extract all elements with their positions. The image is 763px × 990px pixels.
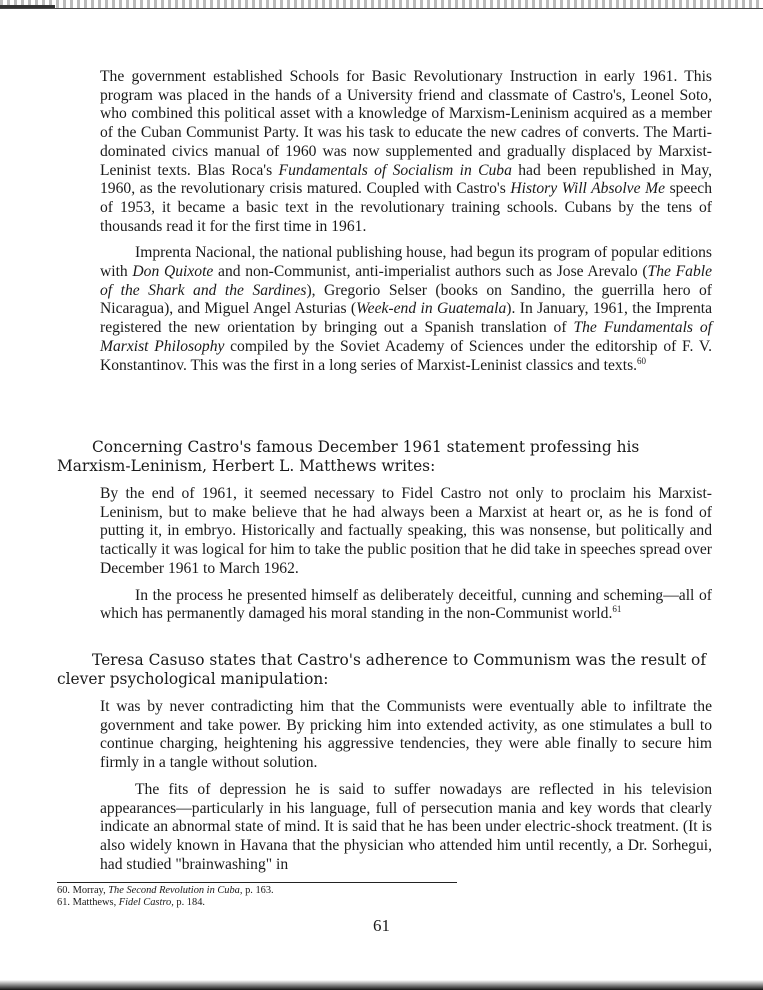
text-run: compiled by the Soviet Academy of Sciences under the editorship of F. V. Konstantinov. This was the first in a long series of Marxist-Leninist classics and texts. [100, 337, 712, 374]
text-run: ). In January, 1961, the Imprenta registered the new orientation by bringing out a Spanish translation of [100, 300, 713, 337]
footnote [57, 897, 457, 909]
text-run: By the end of 1961, it seemed necessary to Fidel Castro not only to proclaim his Marxist-Leninism, but to make believe that he had always been a Marxist at heart or, as he is fond of putting it, in embryo. Historically and factually speaking, this was nonsense, but politically and tactically it was logical for him to take the public position that he did take in speeches spread over December 1961 to March 1962. [100, 485, 712, 577]
text-run: Imprenta Nacional, the national publishing house, had begun its program of popular editions with [100, 244, 712, 281]
italic-title: The Fable of the Shark and the Sardines [100, 263, 712, 299]
italic-title: History Will Absolve Me [510, 180, 665, 198]
page-number: 61 [373, 916, 390, 935]
bottom-scan-border [0, 980, 763, 990]
text-run: speech of 1953, it became a basic text in the revolutionary training schools. Cubans by the tens of thousands read it for the first time in 1961. [100, 180, 712, 235]
text-run: ), Gregorio Selser (books on Sandino, the guerrilla hero of Nicaragua), and Miguel Angel Asturias ( [100, 281, 713, 318]
paragraph [100, 698, 712, 773]
text-run: It was by never contradicting him that the Communists were eventually able to infiltrate the government and take power. By pricking him into extended activity, as one stimulates a bull to continue charging, heightening his aggressive tendencies, they were able finally to secure him firmly in a tangle without solution. [100, 698, 712, 772]
footnotes [57, 882, 457, 909]
text-run: The government established Schools for Basic Revolutionary Instruction in early 1961. This program was placed in the hands of a University friend and classmate of Castro's, Leonel Soto, who combined this political asset with a knowledge of Marxism-Leninism acquired as a member of the Cuban Communist Party. It was his task to educate the new cadres of converts. The Marti-dominated civics manual of 1960 was now supplemented and gradually displaced by Marxist-Leninist texts. Blas Roca's [100, 68, 712, 179]
italic-title: Week-end in Guatemala [356, 300, 507, 318]
text-run: p. 163. [242, 885, 274, 896]
text-run: 61. Matthews, [57, 897, 119, 908]
quote-block-matthews [100, 485, 712, 624]
italic-title: Don Quixote [132, 263, 214, 281]
paragraph [100, 485, 712, 579]
italic-title: The Second Revolution in Cuba, [108, 885, 243, 896]
paragraph [100, 68, 712, 236]
italic-title: The Fundamentals of Marxist Philosophy [100, 319, 712, 355]
text-run: Teresa Casuso states that Castro's adherence to Communism was the result of clever psychological manipulation: [57, 651, 707, 688]
text-run: The fits of depression he is said to suffer nowadays are reflected in his television appearances—particularly in his language, full of persecution mania and key words that clearly indicate an abnormal state of mind. It is said that he has been under electric-shock treatment. (It is also widely known in Havana that the physician who attended him until recently, a Dr. Sorhegui, had studied "brainwashing" in [100, 780, 712, 873]
top-scan-border [0, 0, 763, 9]
paragraph [100, 587, 712, 624]
paragraph [57, 651, 713, 689]
paragraph [100, 781, 712, 875]
footnote-ref: 60 [637, 355, 647, 366]
quote-block-soto [100, 68, 712, 375]
text-run: Concerning Castro's famous December 1961 statement professing his Marxism-Leninism, Herbert L. Matthews writes: [57, 438, 640, 475]
top-scan-mark [0, 5, 55, 8]
text-run: had been republished in May, 1960, as the revolutionary crisis matured. Coupled with Castro's [100, 161, 713, 198]
intro-casuso [57, 651, 713, 689]
footnote-ref: 61 [612, 604, 622, 615]
quote-block-casuso [100, 698, 712, 874]
footnote [57, 885, 457, 897]
paragraph [57, 438, 713, 476]
paragraph [100, 244, 712, 375]
text-run: In the process he presented himself as deliberately deceitful, cunning and scheming—all of which has permanently damaged his moral standing in the non-Communist world. [100, 586, 712, 623]
italic-title: Fundamentals of Socialism in Cuba [278, 161, 512, 179]
text-run: 60. Morray, [57, 885, 109, 896]
intro-matthews [57, 438, 713, 476]
text-run: and non-Communist, anti-imperialist authors such as Jose Arevalo ( [213, 263, 648, 281]
italic-title: Fidel Castro, [118, 897, 174, 908]
text-run: p. 184. [173, 897, 205, 908]
